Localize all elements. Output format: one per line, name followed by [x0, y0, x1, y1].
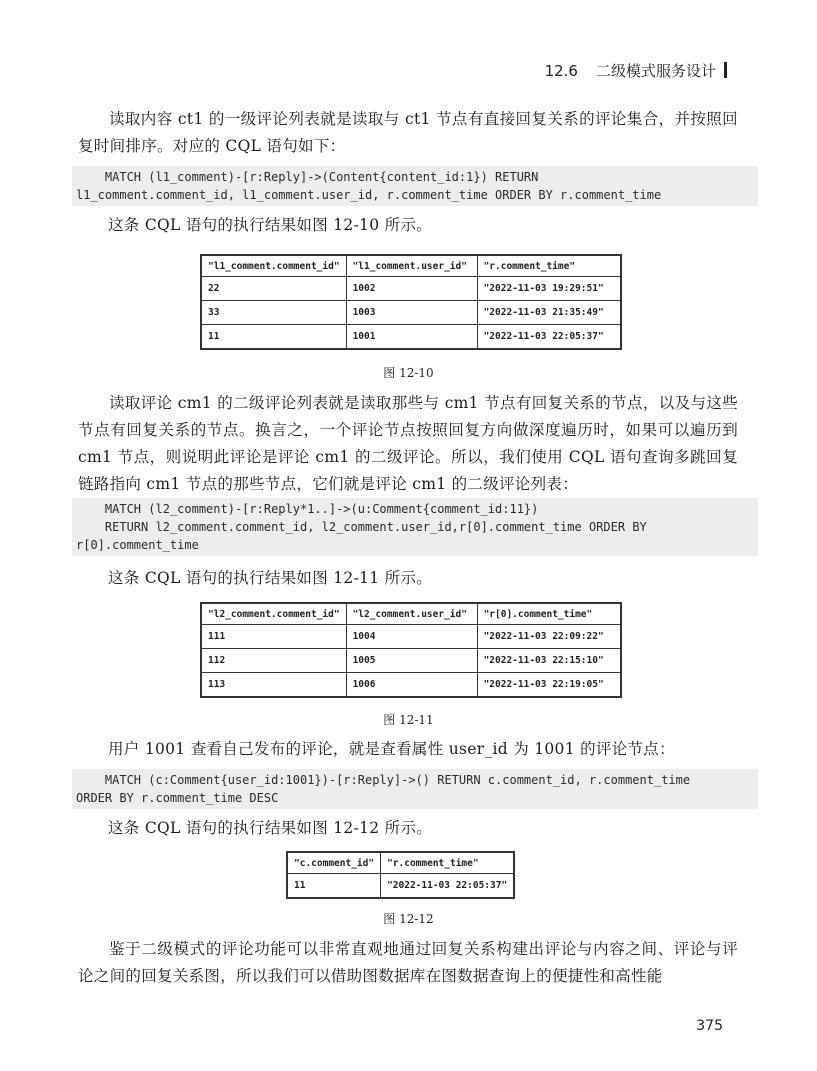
table-row — [201, 325, 621, 350]
code-line: MATCH (l2_comment)-[r:Reply*1..]->(u:Comment{comment_id:11}) — [76, 502, 539, 516]
section-title: 二级模式服务设计 — [595, 62, 716, 80]
result-intro-1: 这条 CQL 语句的执行结果如图 12-10 所示。 — [108, 216, 433, 234]
column-header: "l2_comment.comment_id" — [201, 603, 346, 625]
column-header: "l1_comment.user_id" — [346, 255, 477, 277]
table-header-row — [201, 255, 621, 277]
table-header-row — [201, 603, 621, 625]
column-header: "r.comment_time" — [477, 255, 621, 277]
table-cell: 1002 — [346, 277, 477, 301]
paragraph-4: 鉴于二级模式的评论功能可以非常直观地通过回复关系构建出评论与内容之间、评论与评论之间的回复关系图，所以我们可以借助图数据库在图数据查询上的便捷性和高性能 — [78, 940, 738, 985]
table-header-row — [287, 852, 514, 874]
figure-caption-1: 图 12-10 — [383, 366, 434, 380]
figure-caption-3: 图 12-12 — [383, 912, 434, 926]
code-line: MATCH (c:Comment{user_id:1001})-[r:Reply]->() RETURN c.comment_id, r.comment_time — [76, 773, 691, 787]
header-bar — [724, 62, 727, 78]
table-row — [287, 874, 514, 899]
paragraph-2: 读取评论 cm1 的二级评论列表就是读取那些与 cm1 节点有回复关系的节点，以及与这些节点有回复关系的节点。换言之，一个评论节点按照回复方向做深度遍历时，如果可以遍历到 cm1 节点，则说明此评论是评论 cm1 的二级评论。所以，我们使用 CQL 语句查询多跳回复链路指向 cm1 节点的那些节点，它们就是评论 cm1 的二级评论列表： — [78, 394, 738, 493]
result-table-1 — [200, 254, 622, 350]
table-cell: 113 — [201, 673, 346, 698]
code-block-2 — [72, 498, 758, 556]
result-intro-2: 这条 CQL 语句的执行结果如图 12-11 所示。 — [108, 569, 433, 587]
figure-caption-2: 图 12-11 — [383, 713, 434, 727]
column-header: "r[0].comment_time" — [477, 603, 621, 625]
table-cell: "2022-11-03 22:05:37" — [477, 325, 621, 350]
table-row — [201, 649, 621, 673]
column-header: "l2_comment.user_id" — [346, 603, 477, 625]
table-cell: 11 — [287, 874, 381, 899]
table-cell: 112 — [201, 649, 346, 673]
table-cell: "2022-11-03 22:19:05" — [477, 673, 621, 698]
table-row — [201, 625, 621, 649]
table-row — [201, 673, 621, 698]
table-cell: 11 — [201, 325, 346, 350]
table-cell: "2022-11-03 22:05:37" — [381, 874, 515, 899]
code-line: ORDER BY r.comment_time DESC — [76, 791, 279, 805]
column-header: "r.comment_time" — [381, 852, 515, 874]
table-cell: "2022-11-03 21:35:49" — [477, 301, 621, 325]
page-number: 375 — [696, 1018, 723, 1034]
code-block-1 — [72, 166, 758, 206]
table-cell: "2022-11-03 22:15:10" — [477, 649, 621, 673]
result-table-3 — [286, 851, 515, 899]
code-block-3 — [72, 769, 758, 809]
table-cell: "2022-11-03 19:29:51" — [477, 277, 621, 301]
code-line: RETURN l2_comment.comment_id, l2_comment.user_id,r[0].comment_time ORDER BY — [76, 520, 647, 534]
column-header: "l1_comment.comment_id" — [201, 255, 346, 277]
code-line: MATCH (l1_comment)-[r:Reply]->(Content{content_id:1}) RETURN — [76, 170, 539, 184]
column-header: "c.comment_id" — [287, 852, 381, 874]
table-cell: 1005 — [346, 649, 477, 673]
section-number: 12.6 — [544, 62, 578, 80]
table-cell: 1006 — [346, 673, 477, 698]
result-intro-3: 这条 CQL 语句的执行结果如图 12-12 所示。 — [108, 819, 433, 837]
code-line: l1_comment.comment_id, l1_comment.user_id, r.comment_time ORDER BY r.comment_time — [76, 188, 662, 202]
table-cell: 33 — [201, 301, 346, 325]
code-line: r[0].comment_time — [76, 538, 199, 552]
result-table-2 — [200, 602, 622, 698]
table-cell: 1004 — [346, 625, 477, 649]
table-row — [201, 277, 621, 301]
table-cell: 111 — [201, 625, 346, 649]
table-cell: 1003 — [346, 301, 477, 325]
paragraph-3: 用户 1001 查看自己发布的评论，就是查看属性 user_id 为 1001 的评论节点： — [108, 740, 675, 758]
table-row — [201, 301, 621, 325]
paragraph-1: 读取内容 ct1 的一级评论列表就是读取与 ct1 节点有直接回复关系的评论集合，并按照回复时间排序。对应的 CQL 语句如下： — [78, 110, 738, 155]
table-cell: 1001 — [346, 325, 477, 350]
table-cell: "2022-11-03 22:09:22" — [477, 625, 621, 649]
table-cell: 22 — [201, 277, 346, 301]
running-header — [545, 60, 727, 81]
